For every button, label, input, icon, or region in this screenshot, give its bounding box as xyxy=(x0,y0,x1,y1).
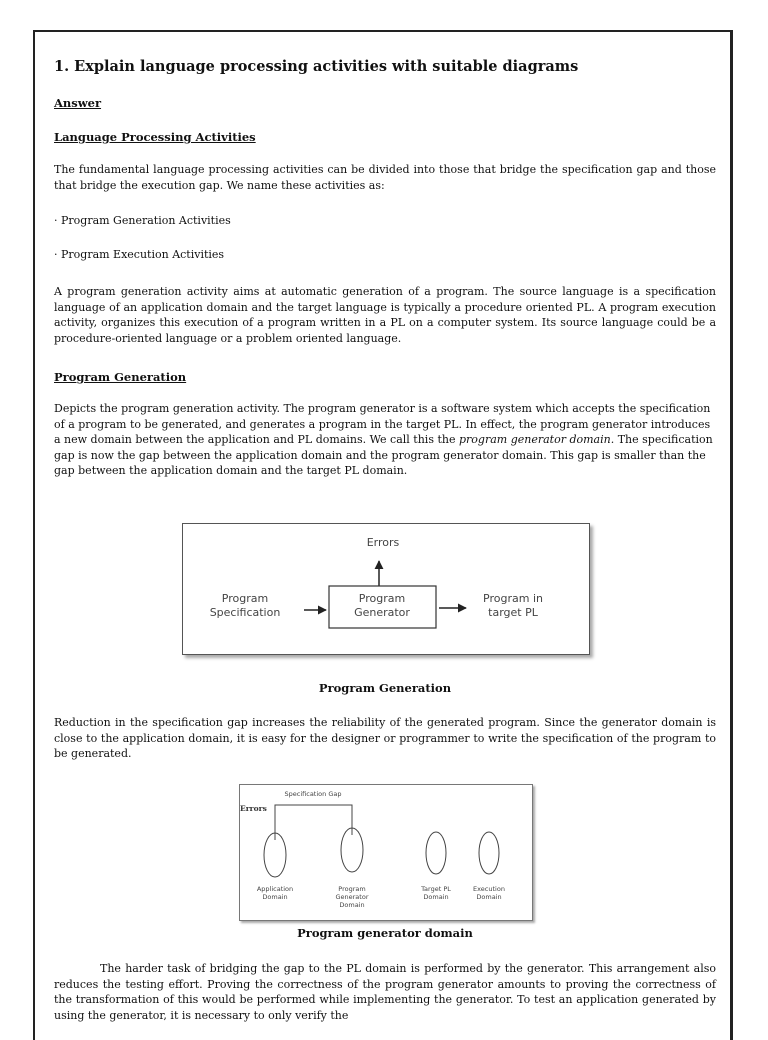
generator-domain-label-3: Domain xyxy=(339,901,365,909)
paragraph-intro: The fundamental language processing activities can be divided into those that bridge the specification gap and those that bridge the execution gap. We name these activities as: xyxy=(54,163,716,192)
program-generation-svg xyxy=(183,524,589,654)
paragraph-program-generation xyxy=(54,401,716,479)
errors-label: Errors xyxy=(366,536,400,549)
application-domain-label-1: Application xyxy=(256,885,294,893)
figure-caption-program-generator-domain: Program generator domain xyxy=(297,926,473,940)
execution-domain-label-2: Domain xyxy=(476,893,502,901)
paragraph-text: The specification gap is now the gap between the application domain and the program generator domain. This gap is smaller than the gap between the application domain and the target PL domain. xyxy=(54,433,713,478)
generator-label-line1: Program xyxy=(358,592,406,605)
generator-domain-label-2: Generator xyxy=(335,893,369,901)
program-generation-diagram xyxy=(182,523,590,655)
target-pl-domain-label-2: Domain xyxy=(423,893,449,901)
application-domain-label-2: Domain xyxy=(262,893,288,901)
input-label-line2: Specification xyxy=(209,606,281,619)
answer-label: Answer xyxy=(54,96,102,110)
output-label-line1: Program in xyxy=(483,592,543,605)
figure-caption-program-generation: Program Generation xyxy=(318,681,452,695)
output-label-line2: target PL xyxy=(488,606,538,619)
section-heading-language-processing: Language Processing Activities xyxy=(54,130,256,144)
generator-domain-label-1: Program xyxy=(338,885,366,893)
spec-gap-bracket xyxy=(275,805,352,840)
section-heading-program-generation: Program Generation xyxy=(54,370,187,384)
execution-domain-label-1: Execution xyxy=(473,885,505,893)
question-title: 1. Explain language processing activities with suitable diagrams xyxy=(54,58,579,75)
spec-gap-label: Specification Gap xyxy=(284,790,342,798)
bullet-program-generation: · Program Generation Activities xyxy=(54,214,231,227)
paragraph-activities: A program generation activity aims at automatic generation of a program. The source language is a specification language of an application domain and the target language is typically a procedure oriented PL. A program execution activity, organizes this execution of a program written in a PL on a computer system. Its source language could be a procedure-oriented language or a problem oriented language. xyxy=(54,285,716,345)
program-generator-domain-svg xyxy=(240,785,532,920)
errors-label: Errors xyxy=(240,804,267,813)
paragraph-reduction: Reduction in the specification gap increases the reliability of the generated program. Since the generator domain is close to the application domain, it is easy for the designer or programmer to write the specification of the program to be generated. xyxy=(54,716,716,761)
bullet-program-execution: · Program Execution Activities xyxy=(54,248,225,261)
program-generator-domain-diagram xyxy=(239,784,533,921)
target-pl-domain-ellipse xyxy=(426,832,446,874)
paragraph-testing: The harder task of bridging the gap to the PL domain is performed by the generator. This arrangement also reduces the testing effort. Proving the correctness of the program generator amounts to proving the correctness of the transformation of this would be performed while implementing the generator. To test an application generated by using the generator, it is necessary to only verify the xyxy=(54,962,716,1022)
input-label-line1: Program xyxy=(221,592,269,605)
execution-domain-ellipse xyxy=(479,832,499,874)
emphasis-text: program generator domain. xyxy=(458,433,615,447)
target-pl-domain-label-1: Target PL xyxy=(421,885,451,893)
paragraph-text: Depicts the program generation activity. The program generator is a software system which accepts the specification of a program to be generated, and generates a program in the target PL. In effect, the program generator introduces a new domain between the application and PL domains. We call this the xyxy=(54,402,711,447)
generator-label-line2: Generator xyxy=(354,606,410,619)
